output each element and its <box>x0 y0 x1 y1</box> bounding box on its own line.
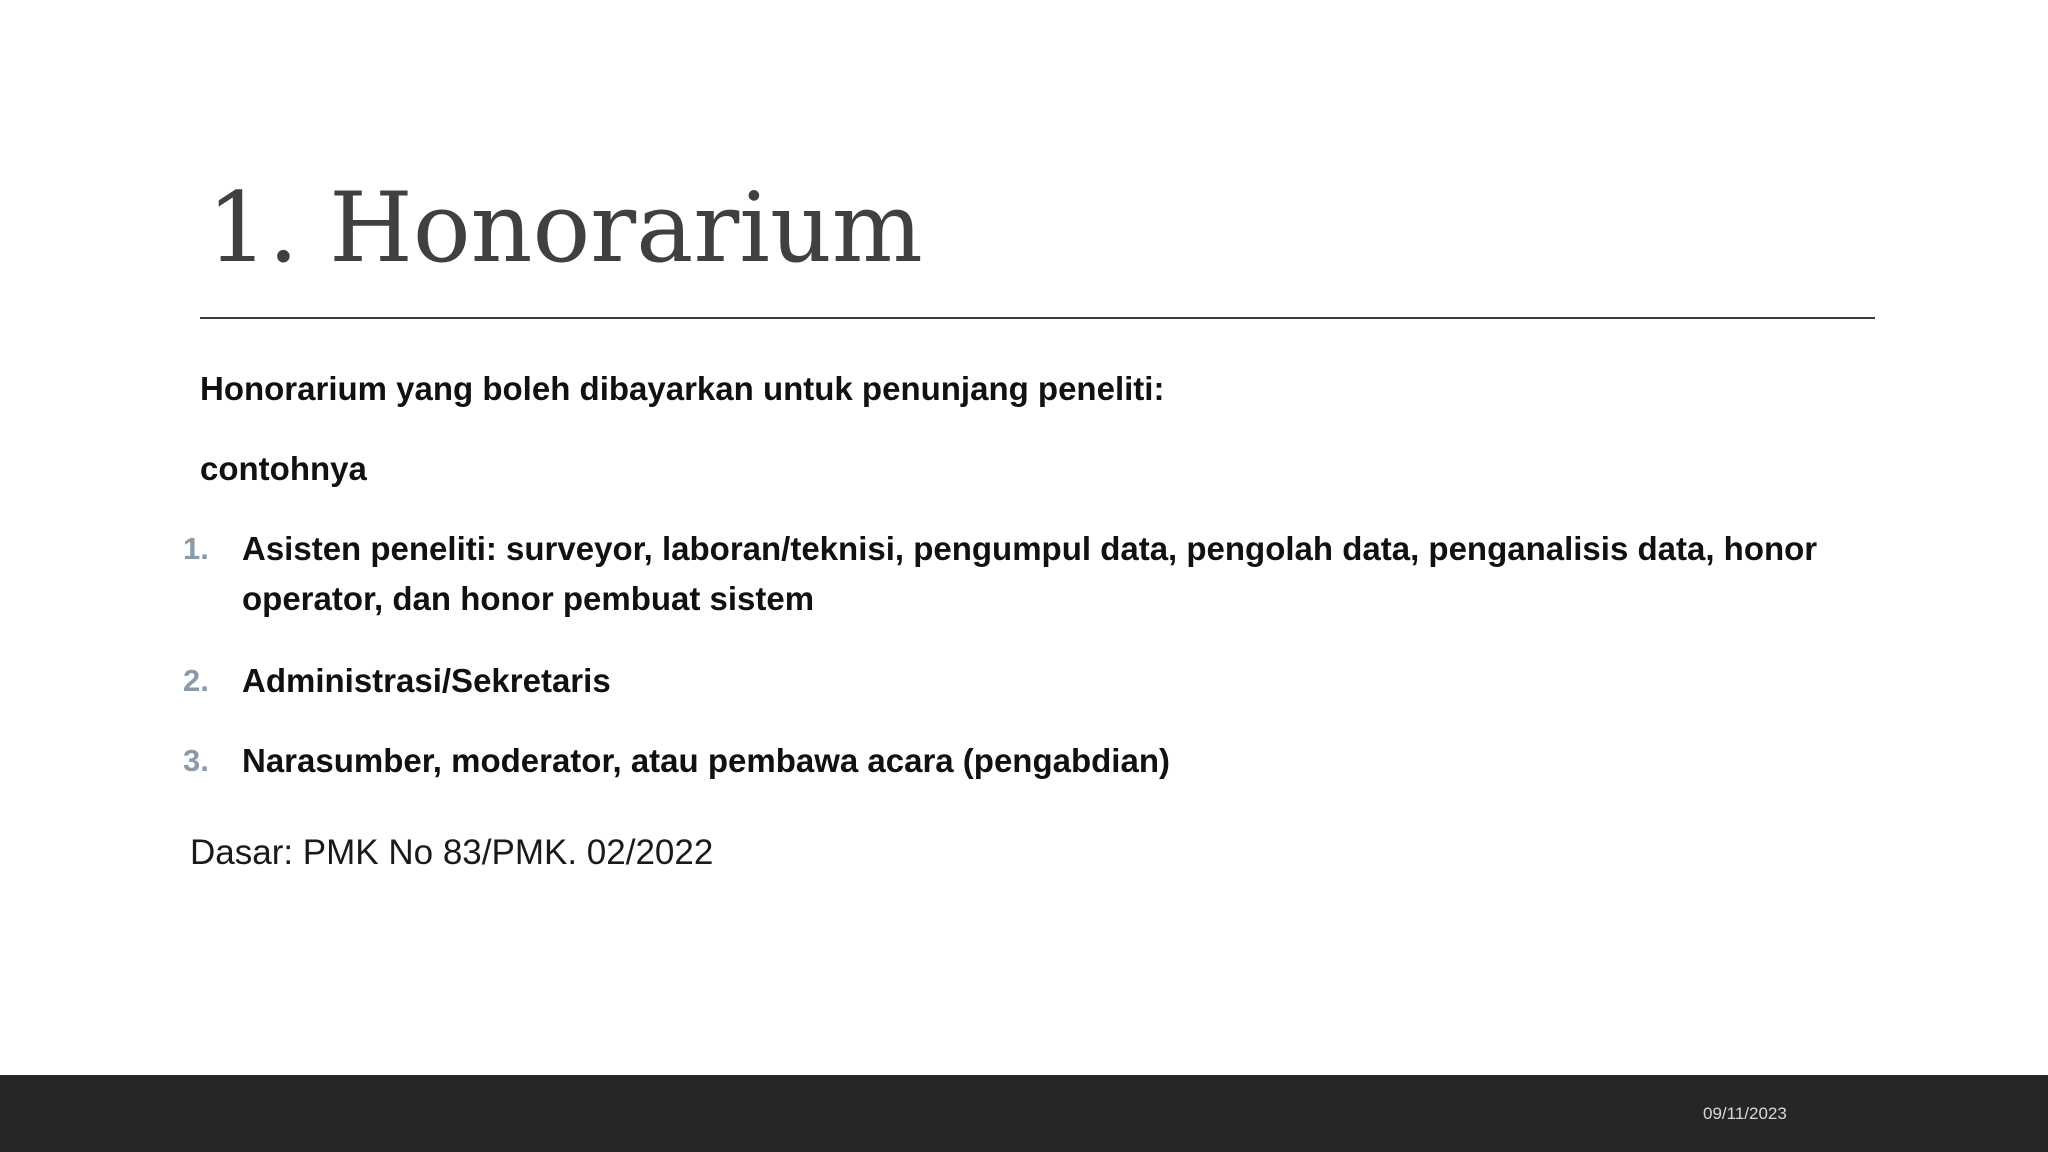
footer-date: 09/11/2023 <box>1703 1104 1787 1123</box>
list-item-text: Asisten peneliti: surveyor, laboran/teknisi, pengumpul data, pengolah data, penganalisis data, honor operator, dan honor pembuat sistem <box>242 530 1818 617</box>
slide-title: 1. Honorarium <box>207 172 923 284</box>
intro-text: Honorarium yang boleh dibayarkan untuk penunjang peneliti: <box>200 370 1165 407</box>
legal-basis-text: Dasar: PMK No 83/PMK. 02/2022 <box>190 833 714 872</box>
example-label: contohnya <box>200 450 367 487</box>
title-divider <box>200 317 1875 319</box>
list-item-text: Narasumber, moderator, atau pembawa acara (pengabdian) <box>242 742 1170 779</box>
list-item-number: 1. <box>183 531 209 566</box>
list-item-number: 3. <box>183 743 209 778</box>
list-item-text: Administrasi/Sekretaris <box>242 662 611 699</box>
list-item-number: 2. <box>183 663 209 698</box>
